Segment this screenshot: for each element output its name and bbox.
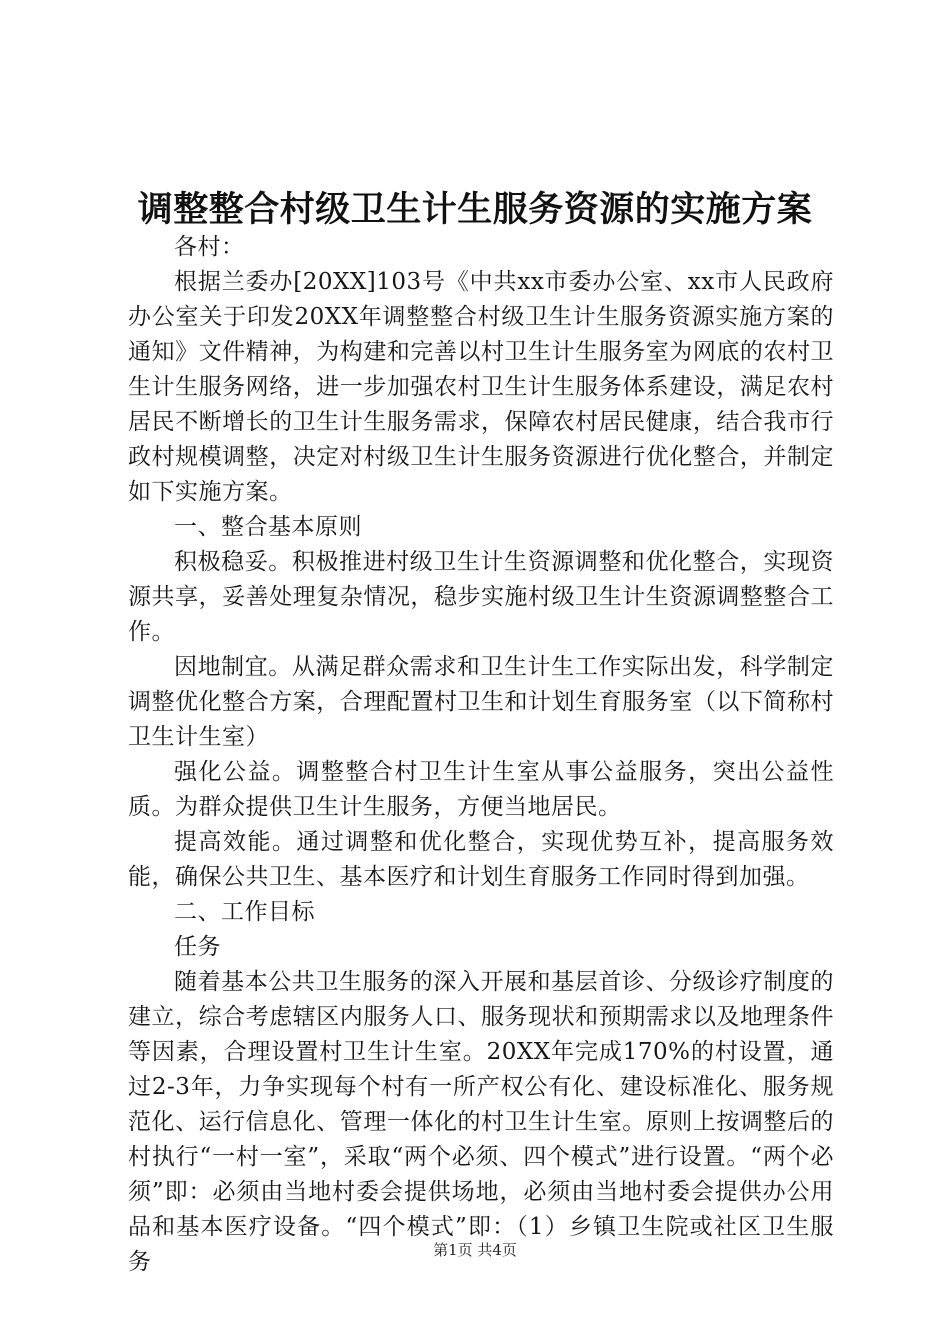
subheading-tasks: 任务: [174, 934, 221, 960]
paragraph-tasks: 随着基本公共卫生服务的深入开展和基层首诊、分级诊疗制度的建立，综合考虑辖区内服务人口、服务现状和预期需求以及地理条件等因素，合理设置村卫生计生室。20XX年完成170%的村设置，通过2-3年，力争实现每个村有一所产权公有化、建设标准化、服务规范化、运行信息化、管理一体化的村卫生计生室。原则上按调整后的村执行“一村一室”，采取“两个必须、四个模式”进行设置。“两个必须”即：必须由当地村委会提供场地，必须由当地村委会提供办公用品和基本医疗设备。“四个模式”即：（1）乡镇卫生院或社区卫生服务: [128, 969, 834, 1275]
document-title: 调整整合村级卫生计生服务资源的实施方案: [137, 190, 813, 230]
paragraph-principle-efficiency: 提高效能。通过调整和优化整合，实现优势互补，提高服务效能，确保公共卫生、基本医疗和计划生育服务工作同时得到加强。: [128, 829, 834, 890]
paragraph-principle-local: 因地制宜。从满足群众需求和卫生计生工作实际出发，科学制定调整优化整合方案，合理配置村卫生和计划生育服务室（以下简称村卫生计生室）: [128, 654, 834, 750]
page-number-footer: 第1页 共4页: [433, 1241, 517, 1259]
salutation: 各村：: [174, 234, 245, 260]
section-heading-principles: 一、整合基本原则: [174, 514, 362, 540]
paragraph-principle-public: 强化公益。调整整合村卫生计生室从事公益服务，突出公益性质。为群众提供卫生计生服务，方便当地居民。: [128, 759, 834, 820]
section-heading-goals: 二、工作目标: [174, 899, 315, 925]
paragraph-intro: 根据兰委办[20XX]103号《中共xx市委办公室、xx市人民政府办公室关于印发20XX年调整整合村级卫生计生服务资源实施方案的通知》文件精神，为构建和完善以村卫生计生服务室为网底的农村卫生计生服务网络，进一步加强农村卫生计生服务体系建设，满足农村居民不断增长的卫生计生服务需求，保障农村居民健康，结合我市行政村规模调整，决定对村级卫生计生服务资源进行优化整合，并制定如下实施方案。: [128, 269, 834, 505]
paragraph-principle-steady: 积极稳妥。积极推进村级卫生计生资源调整和优化整合，实现资源共享，妥善处理复杂情况，稳步实施村级卫生计生资源调整整合工作。: [128, 549, 834, 645]
document-body: [128, 230, 834, 1280]
